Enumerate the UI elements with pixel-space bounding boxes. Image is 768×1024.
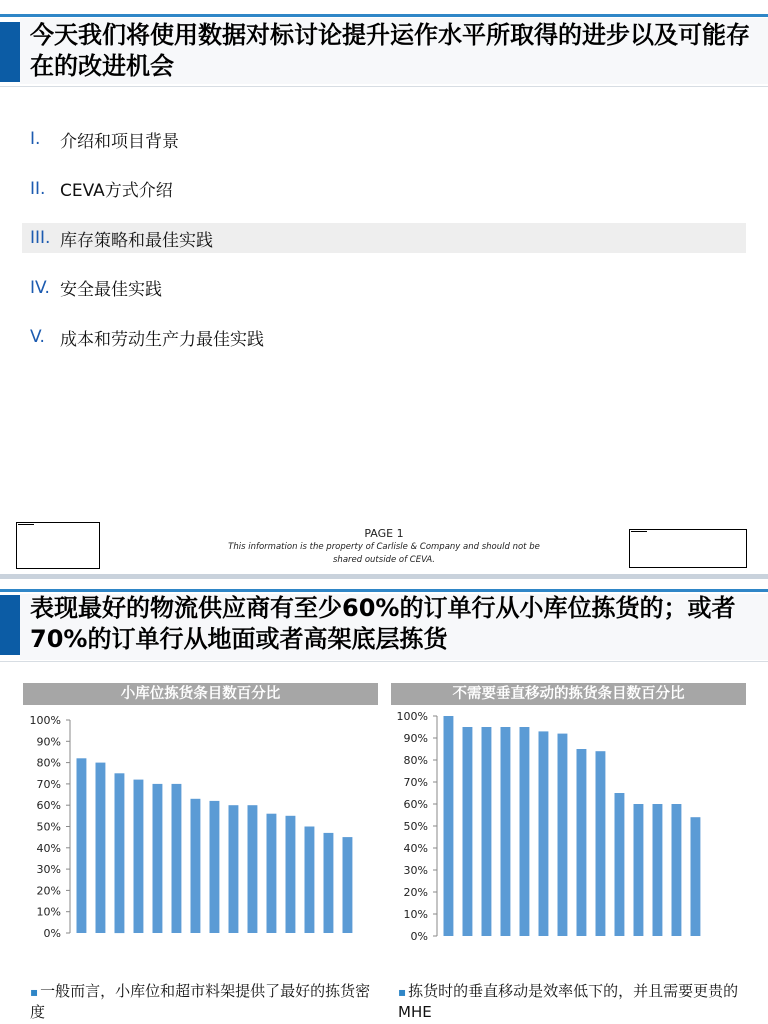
bullet-text: 一般而言，小库位和超市料架提供了最好的拣货密度 (30, 982, 371, 1021)
y-tick-label: 100% (29, 714, 61, 727)
chart-right-title: 不需要垂直移动的拣货条目数百分比 (391, 683, 746, 705)
bar (482, 727, 492, 936)
agenda-item[interactable] (22, 174, 746, 204)
y-tick-label: 30% (36, 863, 61, 877)
bullet-right (398, 981, 743, 1022)
bar (539, 731, 549, 936)
footer-logo-right (629, 529, 747, 568)
agenda-label: 安全最佳实践 (60, 280, 162, 300)
y-tick-label: 0% (43, 927, 61, 940)
y-tick-label: 10% (403, 908, 428, 921)
y-tick-label: 80% (403, 754, 428, 767)
agenda-number: II. (30, 178, 46, 199)
agenda-item[interactable] (22, 273, 746, 303)
y-tick-label: 100% (396, 710, 428, 723)
bullet-text: 拣货时的垂直移动是效率低下的，并且需要更贵的MHE (398, 982, 739, 1021)
bar (672, 804, 682, 936)
bar (134, 780, 144, 933)
y-tick-label: 70% (403, 776, 428, 789)
title-underline (0, 86, 768, 87)
bar (691, 817, 701, 936)
footer-disclaimer: This information is the property of Carlisle & Company and should not be shared outside of CEVA. (228, 542, 540, 565)
y-tick-label: 20% (403, 886, 428, 899)
agenda-item[interactable] (22, 124, 746, 154)
agenda-label: 介绍和项目背景 (60, 131, 179, 152)
top-rule (0, 14, 768, 17)
agenda-label: 成本和劳动生产力最佳实践 (60, 329, 264, 350)
bar (324, 833, 334, 933)
y-tick-label: 90% (403, 732, 428, 745)
slide-title: 表现最好的物流供应商有至少60%的订单行从小库位拣货的；或者70%的订单行从地面或者高架底层拣货 (30, 594, 736, 653)
bullet-marker: ▪ (398, 985, 407, 999)
bar (172, 784, 182, 933)
bar (343, 837, 353, 933)
bar (577, 749, 587, 936)
agenda-label: CEVA方式介绍 (60, 181, 173, 201)
slide-2 (0, 579, 768, 1024)
bar (286, 816, 296, 933)
bar (115, 773, 125, 933)
bar (210, 801, 220, 933)
chart-right (391, 707, 746, 945)
y-tick-label: 20% (36, 884, 61, 898)
y-tick-label: 30% (403, 864, 428, 877)
agenda-item-active[interactable] (22, 223, 746, 253)
page-number: PAGE 1 (364, 527, 404, 540)
y-tick-label: 60% (36, 799, 61, 813)
y-tick-label: 80% (36, 756, 61, 770)
title-underline (0, 661, 768, 662)
agenda-number: I. (30, 129, 41, 149)
bar (596, 751, 606, 936)
agenda-number: III. (30, 228, 51, 248)
y-tick-label: 40% (403, 842, 428, 855)
y-tick-label: 60% (403, 798, 428, 811)
footer-logo-left (16, 522, 100, 569)
y-tick-label: 10% (36, 905, 61, 919)
agenda-number: IV. (30, 277, 50, 298)
bar (305, 827, 315, 934)
chart-left-title: 小库位拣货条目数百分比 (23, 683, 378, 705)
y-tick-label: 50% (403, 820, 428, 833)
bar (153, 784, 163, 933)
bar (444, 716, 454, 936)
bar (77, 758, 87, 933)
y-tick-label: 40% (36, 841, 61, 855)
title-accent-bar (0, 595, 20, 655)
bar (191, 799, 201, 933)
bar (558, 734, 568, 936)
agenda-number: V. (30, 327, 45, 347)
bar (267, 814, 277, 933)
bar (634, 804, 644, 936)
bar (615, 793, 625, 936)
bar (501, 727, 511, 936)
bar (248, 805, 258, 933)
bullet-left (30, 981, 375, 1022)
bar (96, 763, 106, 933)
chart-left (23, 709, 378, 943)
title-accent-bar (0, 22, 20, 82)
agenda-label: 库存策略和最佳实践 (60, 230, 213, 251)
slide-title: 今天我们将使用数据对标讨论提升运作水平所取得的进步以及可能存在的改进机会 (30, 21, 750, 80)
bar (229, 805, 239, 933)
top-rule (0, 589, 768, 592)
y-tick-label: 0% (410, 930, 428, 943)
bar (520, 727, 530, 936)
bar (653, 804, 663, 936)
y-tick-label: 90% (36, 735, 61, 749)
agenda-item[interactable] (22, 322, 746, 352)
y-tick-label: 70% (36, 777, 61, 791)
y-tick-label: 50% (36, 820, 61, 834)
bullet-marker: ▪ (30, 985, 39, 999)
bar (463, 727, 473, 936)
agenda-list (22, 124, 746, 372)
